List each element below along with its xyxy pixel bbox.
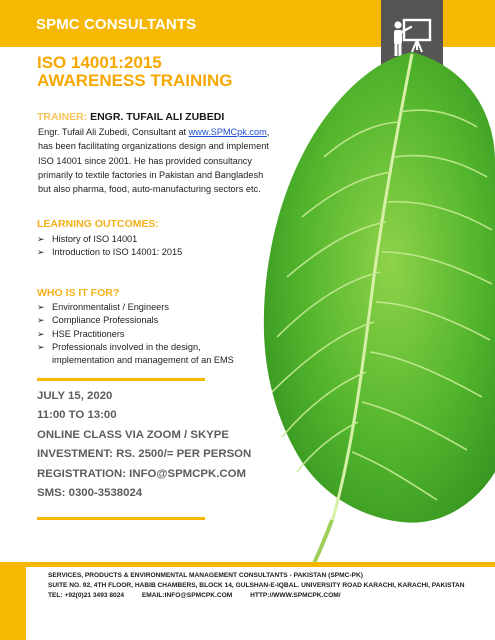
brand-name: SPMC CONSULTANTS <box>36 16 197 33</box>
event-sms: SMS: 0300-3538024 <box>37 487 143 500</box>
list-item: ➢ History of ISO 14001 <box>37 233 257 246</box>
audience-heading: WHO IS IT FOR? <box>37 287 120 299</box>
trainer-label: TRAINER: <box>37 111 88 123</box>
trainer-bio <box>38 125 274 196</box>
bio-text-start: Engr. Tufail Ali Zubedi, Consultant at <box>38 127 187 137</box>
event-investment: INVESTMENT: RS. 2500/= PER PERSON <box>37 448 252 461</box>
trainer-heading <box>37 111 224 123</box>
divider-bottom <box>37 517 205 520</box>
trainer-name: ENGR. TUFAIL ALI ZUBEDI <box>90 111 225 123</box>
footer-email[interactable]: EMAIL:INFO@SPMCPK.COM <box>141 592 233 599</box>
arrow-bullet-icon: ➢ <box>37 302 45 312</box>
learning-outcomes-heading: LEARNING OUTCOMES: <box>37 218 159 230</box>
learning-outcomes-list <box>37 233 257 260</box>
list-item: ➢ Environmentalist / Engineers <box>37 301 262 314</box>
green-leaf-image <box>262 52 495 572</box>
footer-address: SUITE NO. 92, 4TH FLOOR, HABIB CHAMBERS, BLOCK 14, GULSHAN-E-IQBAL. UNIVERSITY ROAD KARACHI, KARACHI, PAKISTAN <box>48 582 465 589</box>
spmc-website-link[interactable]: www.SPMCpk.com <box>188 127 267 137</box>
arrow-bullet-icon: ➢ <box>37 341 45 352</box>
footer-company: SERVICES, PRODUCTS & ENVIRONMENTAL MANAGEMENT CONSULTANTS - PAKISTAN (SPMC-PK) <box>48 572 363 579</box>
list-item: ➢ Compliance Professionals <box>37 314 262 327</box>
arrow-bullet-icon: ➢ <box>37 328 45 339</box>
arrow-bullet-icon: ➢ <box>37 234 45 244</box>
title-line-1: ISO 14001:2015 <box>37 53 162 72</box>
bio-text-end: , has been facilitating organizations design and implement ISO 14001 since 2001. He has provided consultancy primarily to textile factories in Pakistan and Bangladesh but also pharma, food, auto-manufacturing sectors etc. <box>38 127 270 195</box>
event-mode: ONLINE CLASS VIA ZOOM / SKYPE <box>37 428 229 441</box>
page-title <box>37 54 233 90</box>
footer-contact-info <box>48 571 468 601</box>
list-item: ➢ Introduction to ISO 14001: 2015 <box>37 246 257 259</box>
list-item: ➢ HSE Practitioners <box>37 328 262 341</box>
arrow-bullet-icon: ➢ <box>37 247 45 258</box>
audience-list <box>37 301 262 367</box>
divider-top <box>37 378 205 381</box>
event-time: 11:00 TO 13:00 <box>37 409 117 422</box>
footer-tel: TEL: +92(0)21 3493 8024 <box>48 592 125 599</box>
footer-contact-line <box>48 591 468 601</box>
event-registration: REGISTRATION: INFO@SPMCPK.COM <box>37 467 246 480</box>
title-line-2: AWARENESS TRAINING <box>37 71 233 90</box>
event-details <box>37 387 251 503</box>
arrow-bullet-icon: ➢ <box>37 315 45 326</box>
event-date: JULY 15, 2020 <box>37 390 113 402</box>
list-item: ➢ Professionals involved in the design, implementation and management of an EMS <box>37 341 234 366</box>
footer-website[interactable]: HTTP://WWW.SPMCPK.COM/ <box>250 592 341 599</box>
